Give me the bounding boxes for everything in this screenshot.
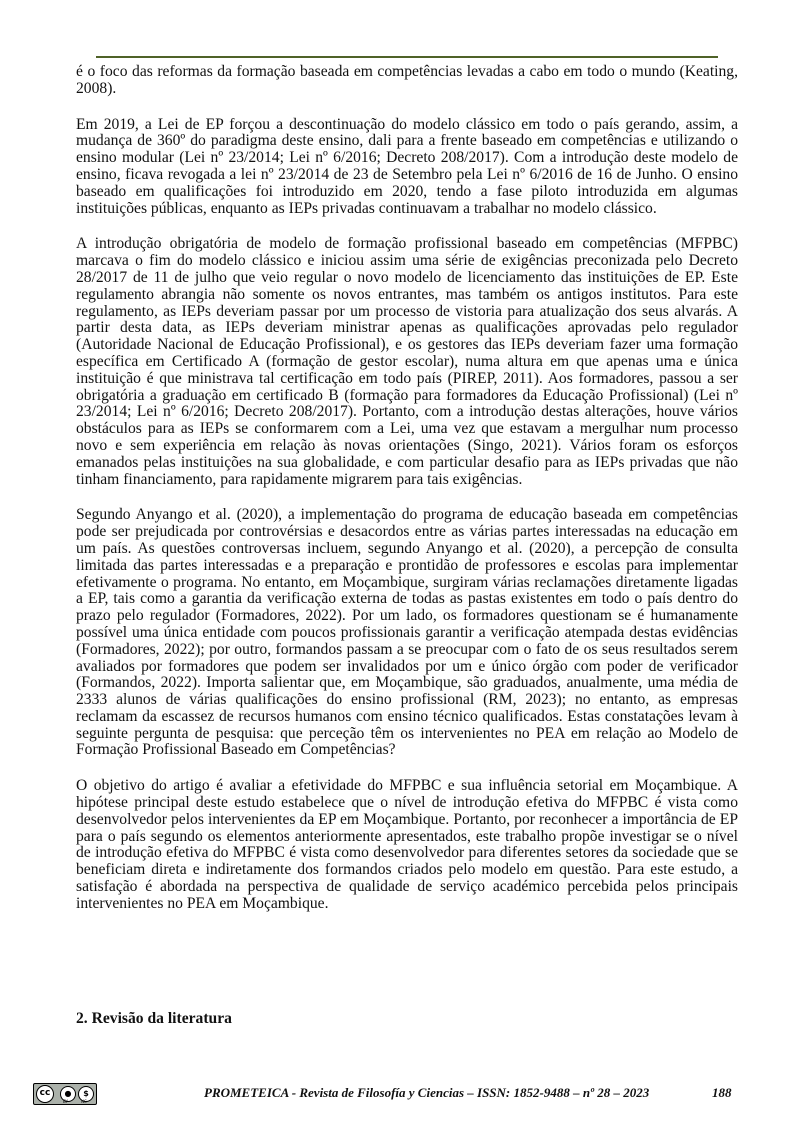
cc-nc-label: NC [81, 1099, 87, 1104]
page-number: 188 [712, 1085, 732, 1100]
paragraph-3: A introdução obrigatória de modelo de formação profissional baseado em competências (MFPBC) marcava o fim do modelo clássico e iniciou assim uma série de exigências preconizada pelo Decreto 28/2017 de 11 de julho que veio regular o novo modelo de licenciamento das instituições de EP. Este regulamento abrangia não somente os novos entrantes, mas também os antigos institutos. Para este regulamento, as IEPs deveriam passar por um processo de vistoria para atualização dos seus alvarás. A partir desta data, as IEPs deveriam ministrar apenas as qualificações aprovadas pelo regulador (Autoridade Nacional de Educação Profissional), e os gestores das IEPs deveriam fazer uma formação específica em Certificado A (formação de gestor escolar), numa altura em que apenas uma e única instituição é que ministrava tal certificação em todo país (PIREP, 2011). Aos formadores, passou a ser obrigatória a graduação em certificado B (formação para formadores da Educação Profissional) (Lei nº 23/2014; Lei nº 6/2016; Decreto 208/2017). Portanto, com a introdução destas alterações, houve vários obstáculos para as IEPs se conformarem com a Lei, uma vez que estavam a mergulhar num processo novo e sem experiência em relação às novas orientações (Singo, 2021). Vários foram os esforços emanados pelas instituições na sua globalidade, e com particular desafio para as IEPs privadas que não tinham financiamento, para rapidamente migrarem para tais exigências. [76, 235, 738, 488]
section-heading: 2. Revisão da literatura [76, 1010, 232, 1027]
page-footer [0, 1082, 793, 1106]
paragraph-5: O objetivo do artigo é avaliar a efetividade do MFPBC e sua influência setorial em Moçambique. A hipótese principal deste estudo estabelece que o nível de introdução efetiva do MFPBC é vista como desenvolvedor pelos intervenientes da EP em Moçambique. Portanto, por reconhecer a importância de EP para o país segundo os elementos anteriormente apresentados, este trabalho propõe investigar se o nível de introdução efetiva do MFPBC é vista como desenvolvedor para diferentes setores da sociedade que se beneficiam direta e indiretamente dos formandos criados pelo modelo em questão. Para este estudo, a satisfação é abordada na perspectiva de qualidade de serviço académico percebida pelos principais intervenientes no PEA em Moçambique. [76, 777, 738, 912]
cc-by-label: BY [63, 1099, 68, 1104]
article-body [76, 64, 738, 932]
paragraph-4: Segundo Anyango et al. (2020), a implementação do programa de educação baseada em competências pode ser prejudicada por controvérsias e desacordos entre as várias partes interessadas na educação em um país. As questões controversas incluem, segundo Anyango et al. (2020), a percepção de consulta limitada das partes interessadas e a preparação e prontidão de professores e escolas para implementar efetivamente o programa. No entanto, em Moçambique, surgiram várias reclamações diretamente ligadas a EP, tais como a garantia da verificação externa de todas as pastas existentes em todo o país dentro do prazo pelo regulador (Formadores, 2022). Por um lado, os formadores questionam se é humanamente possível uma única entidade com poucos profissionais garantir a verificação atempada destas evidências (Formadores, 2022); por outro, formandos passam a se preocupar com o fato de os seus resultados serem avaliados por formadores que podem ser invalidados por um e único órgão com poder de verificador (Formandos, 2022). Importa salientar que, em Moçambique, são graduados, anualmente, uma média de 2333 alunos de várias qualificações do ensino profissional (RM, 2023); no entanto, as empresas reclamam da escassez de recursos humanos com ensino técnico qualificados. Estas constatações levam à seguinte pergunta de pesquisa: que perceção têm os intervenientes no PEA em relação ao Modelo de Formação Profissional Baseado em Competências? [76, 506, 738, 759]
cc-nc-icon: $ [78, 1086, 94, 1102]
header-rule [96, 56, 718, 58]
cc-main-icon: cc [36, 1085, 54, 1103]
cc-by-icon: ● [60, 1086, 76, 1102]
paragraph-2: Em 2019, a Lei de EP forçou a descontinuação do modelo clássico em todo o país gerando, assim, a mudança de 360º do paradigma deste ensino, dali para a frente baseado em competências e utilizando o ensino modular (Lei nº 23/2014; Lei nº 6/2016; Decreto 208/2017). Com a introdução deste modelo de ensino, ficava revogada a lei nº 23/2014 de 23 de Setembro pela Lei nº 6/2016 de 16 de Junho. O ensino baseado em qualificações foi introduzido em 2020, tendo a fase piloto introduzida em algumas instituições públicas, enquanto as IEPs privadas continuavam a trabalhar no modelo clássico. [76, 115, 738, 217]
cc-license-icon [33, 1083, 97, 1105]
journal-citation: PROMETEICA - Revista de Filosofía y Ciencias – ISSN: 1852-9488 – nº 28 – 2023 [204, 1085, 650, 1100]
paragraph-1: é o foco das reformas da formação baseada em competências levadas a cabo em todo o mundo (Keating, 2008). [76, 63, 738, 97]
